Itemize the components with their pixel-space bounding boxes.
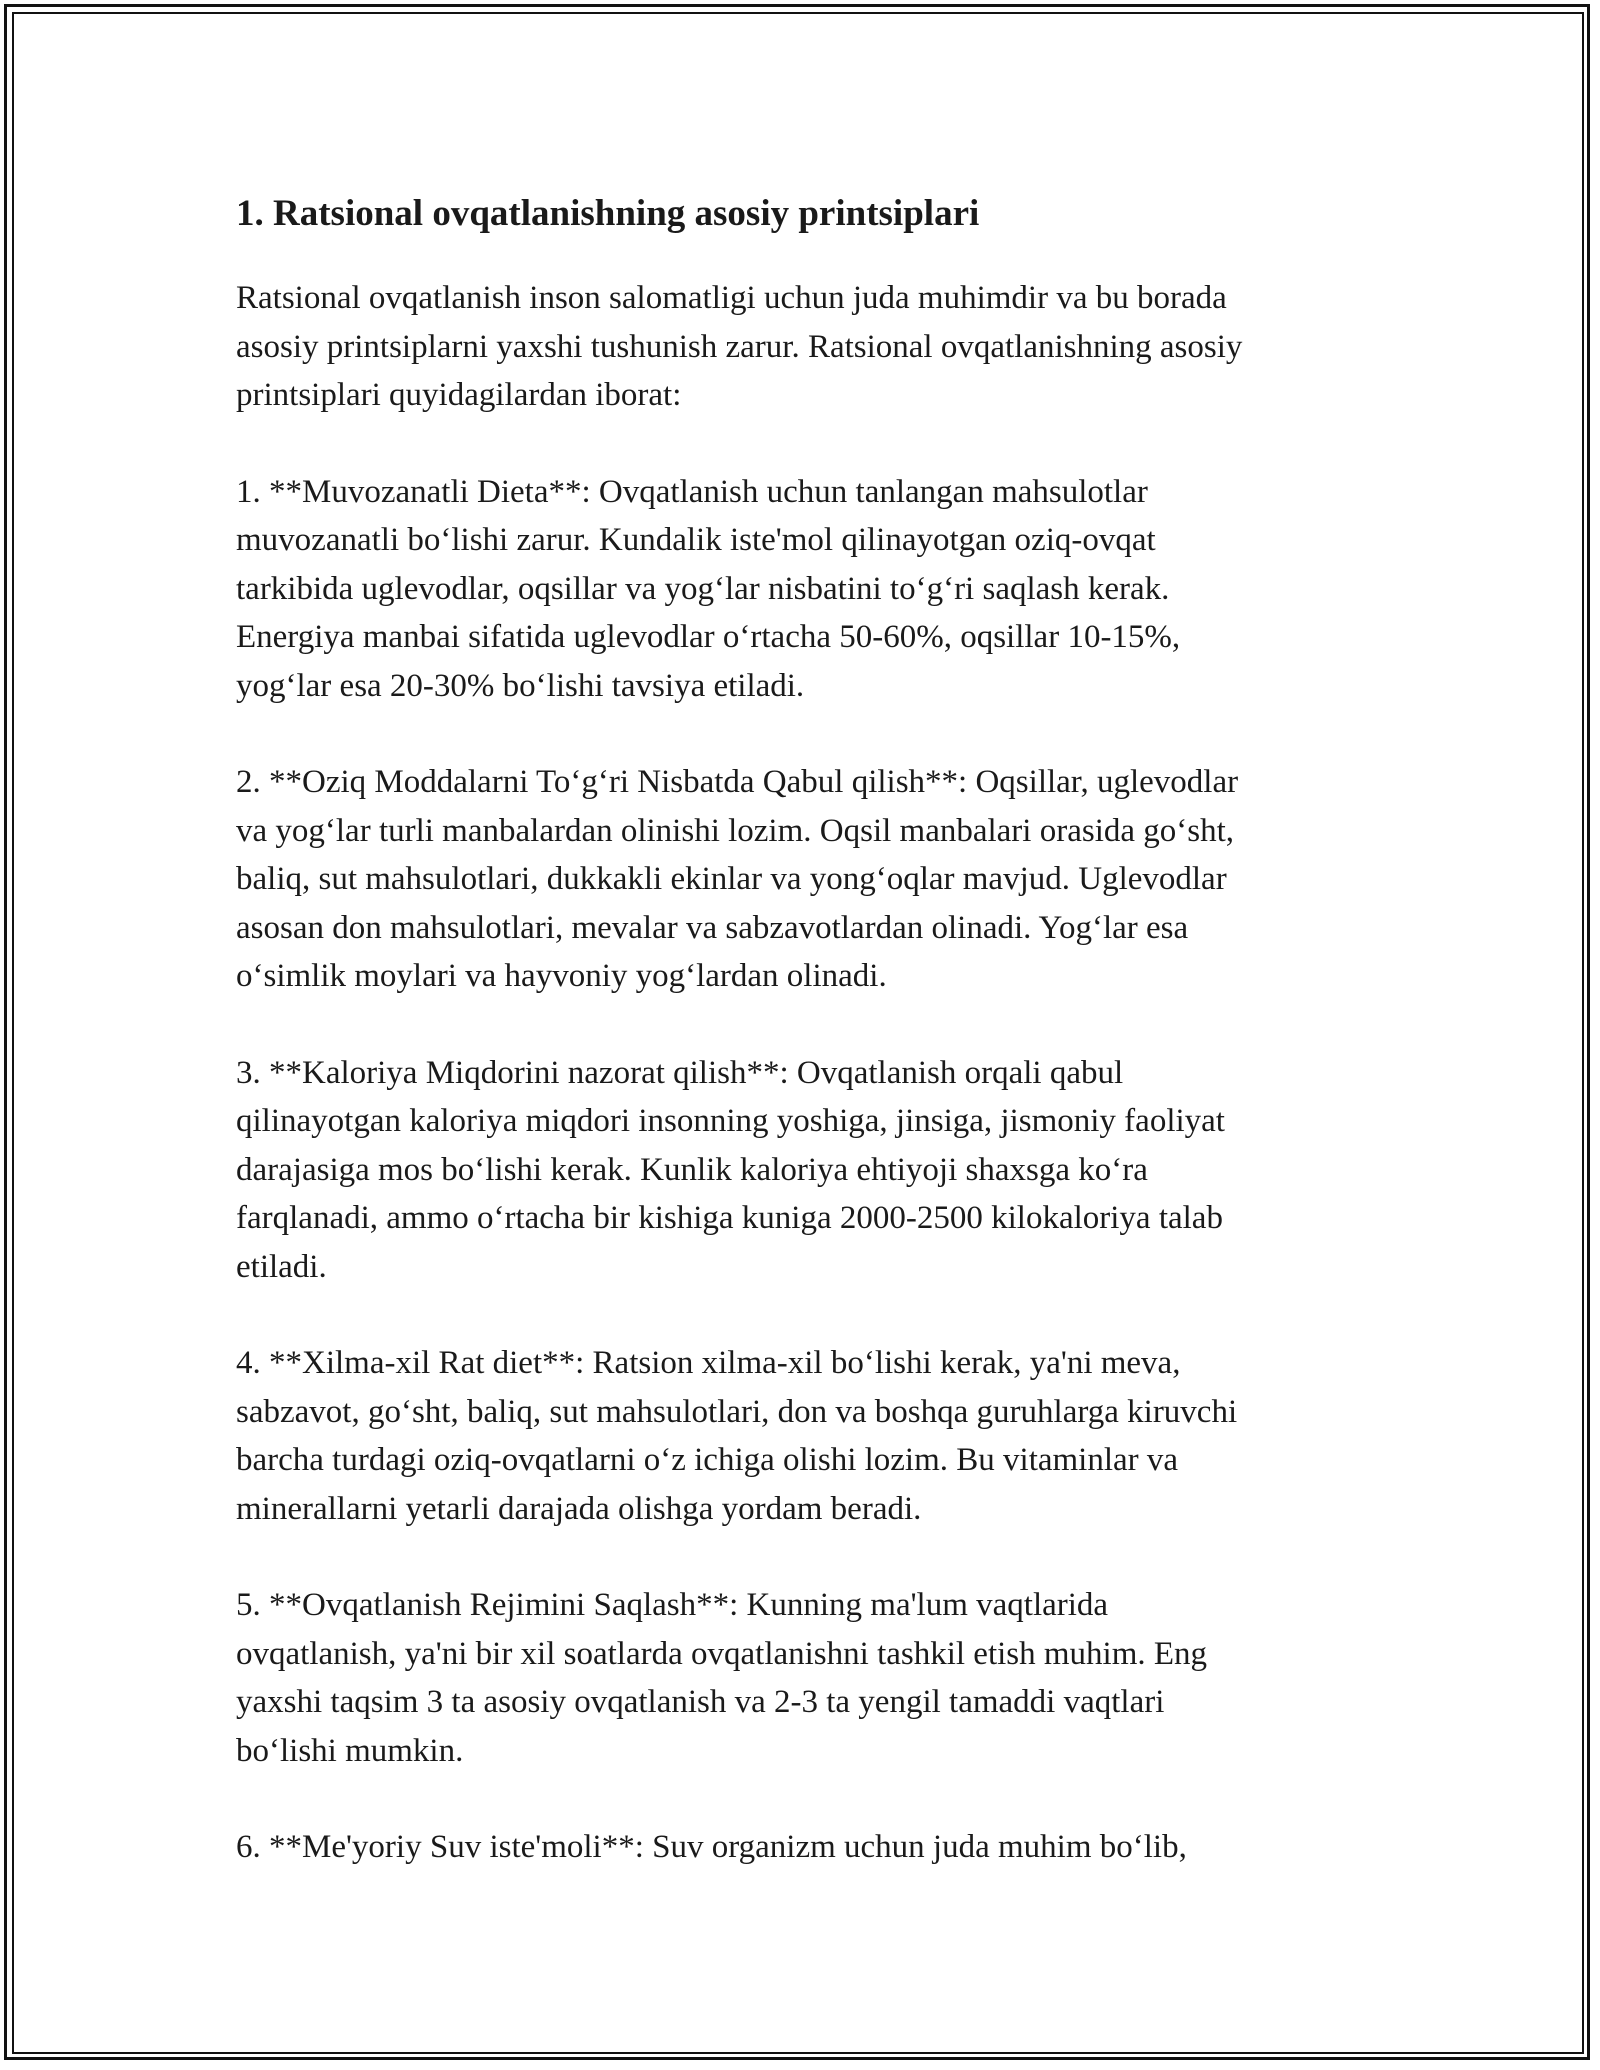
intro-paragraph: Ratsional ovqatlanish inson salomatligi uchun juda muhimdir va bu borada asosiy printsiplarni yaxshi tushunish zarur. Ratsional ovqatlanishning asosiy printsiplari quyidagilardan iborat: [236, 280, 1243, 413]
principle-3-paragraph: 3. **Kaloriya Miqdorini nazorat qilish**: Ovqatlanish orqali qabul qilinayotgan kaloriya miqdori insonning yoshiga, jinsiga, jismoniy faoliyat darajasiga mos bo‘lishi kerak. Kunlik kaloriya ehtiyoji shaxsga ko‘ra farqlanadi, ammo o‘rtacha bir kishiga kuniga 2000-2500 kilokaloriya talab etiladi. [236, 1054, 1225, 1285]
principle-6-paragraph: 6. **Me'yoriy Suv iste'moli**: Suv organizm uchun juda muhim bo‘lib, [236, 1829, 1187, 1865]
principle-2-paragraph: 2. **Oziq Moddalarni To‘g‘ri Nisbatda Qabul qilish**: Oqsillar, uglevodlar va yog‘lar turli manbalardan olinishi lozim. Oqsil manbalari orasida go‘sht, baliq, sut mahsulotlari, dukkakli ekinlar va yong‘oqlar mavjud. Uglevodlar asosan don mahsulotlari, mevalar va sabzavotlardan olinadi. Yog‘lar esa o‘simlik moylari va hayvoniy yog‘lardan olinadi. [236, 764, 1239, 994]
document-page [236, 188, 1386, 1920]
principle-5-paragraph: 5. **Ovqatlanish Rejimini Saqlash**: Kunning ma'lum vaqtlarida ovqatlanish, ya'ni bir xil soatlarda ovqatlanishni tashkil etish muhim. Eng yaxshi taqsim 3 ta asosiy ovqatlanish va 2-3 ta yengil tamaddi vaqtlari bo‘lishi mumkin. [236, 1587, 1208, 1769]
principle-1-paragraph: 1. **Muvozanatli Dieta**: Ovqatlanish uchun tanlangan mahsulotlar muvozanatli bo‘lishi zarur. Kundalik iste'mol qilinayotgan oziq-ovqat tarkibida uglevodlar, oqsillar va yog‘lar nisbatini to‘g‘ri saqlash kerak. Energiya manbai sifatida uglevodlar o‘rtacha 50-60%, oqsillar 10-15%, yog‘lar esa 20-30% bo‘lishi tavsiya etiladi. [236, 473, 1181, 704]
principle-4-paragraph: 4. **Xilma-xil Rat diet**: Ratsion xilma-xil bo‘lishi kerak, ya'ni meva, sabzavot, go‘sht, baliq, sut mahsulotlari, don va boshqa guruhlarga kiruvchi barcha turdagi oziq-ovqatlarni o‘z ichiga olishi lozim. Bu vitaminlar va minerallarni yetarli darajada olishga yordam beradi. [236, 1345, 1238, 1527]
section-heading: 1. Ratsional ovqatlanishning asosiy printsiplari [236, 193, 980, 234]
